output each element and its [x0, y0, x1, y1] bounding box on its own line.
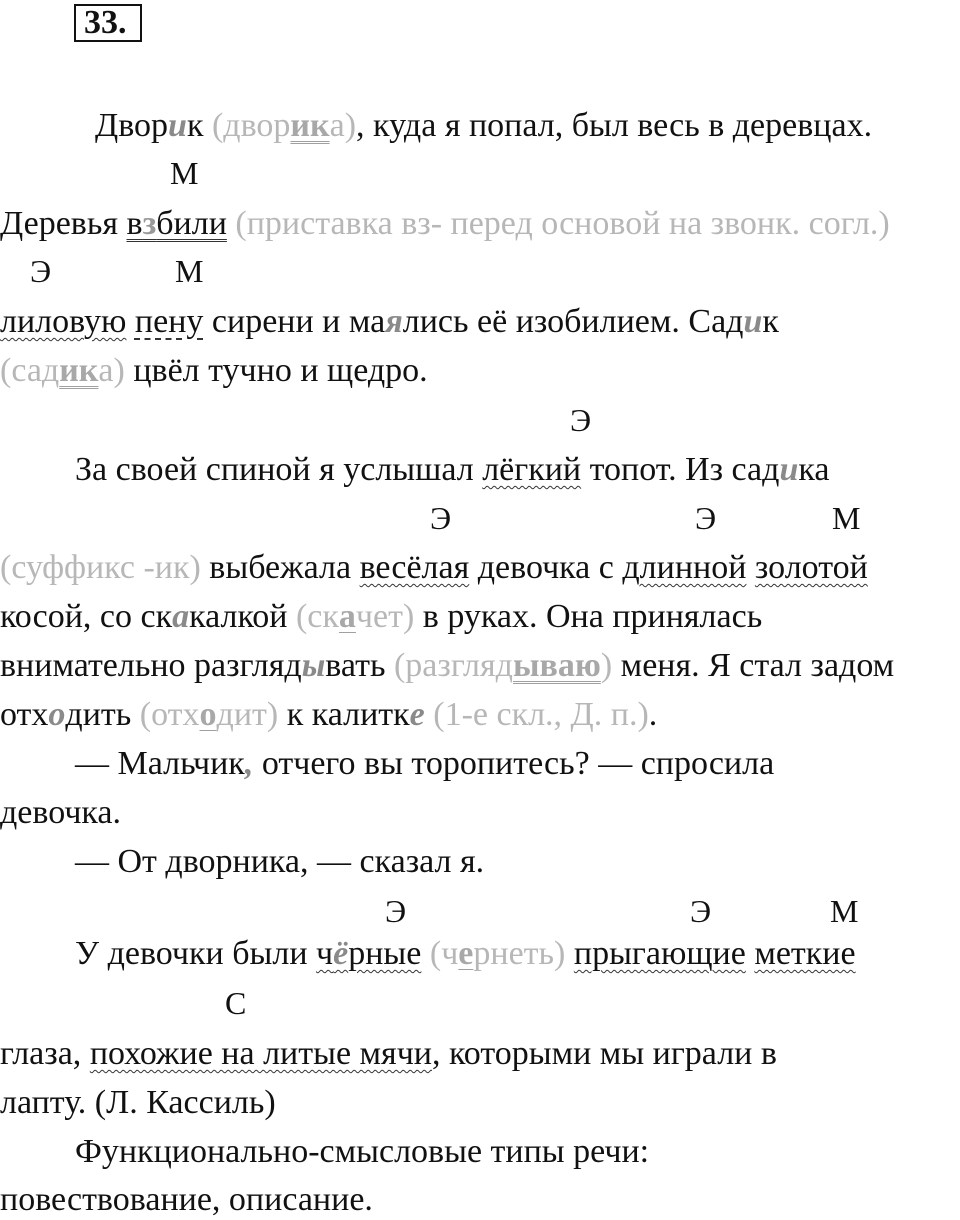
text-line-6: [0, 548, 868, 588]
mark-epithet: Э: [690, 893, 712, 929]
text: в руках. Она принялась: [414, 598, 763, 635]
text: сирени и ма: [203, 303, 386, 340]
text-line-3: [0, 302, 779, 342]
hint-text: (ск: [295, 598, 339, 635]
hint-text: (1-е скл., Д. п.): [424, 696, 649, 733]
hint-text: ): [600, 647, 613, 684]
mark-epithet: Э: [430, 500, 452, 536]
mark-epithet: Э: [385, 893, 407, 929]
text: .: [648, 696, 658, 733]
text: лись её изобилием. Сад: [402, 303, 744, 340]
text-line-4: [0, 351, 428, 391]
exercise-number: 33.: [74, 4, 142, 42]
text: отх: [0, 696, 49, 733]
text-line-13: [75, 934, 856, 974]
orthogram-letter: и: [743, 303, 763, 340]
hint-text: а): [98, 352, 125, 389]
text: косой, со ск: [0, 598, 173, 635]
text: меня. Я стал задом: [612, 647, 895, 684]
hint-text: рнеть): [473, 935, 566, 972]
text-line-10: [75, 744, 774, 784]
text: отчего вы торопитесь? — спросила: [253, 745, 775, 782]
hint-text: (сад: [0, 352, 60, 389]
modifier: длинной: [622, 549, 747, 586]
orthogram-letter: ё: [333, 935, 349, 972]
text: Деревья: [0, 205, 127, 242]
text-line-8: [0, 646, 894, 686]
orthogram-letter: о: [48, 696, 66, 733]
mark-metaphor: М: [170, 155, 199, 191]
hint-suffix: ываю: [512, 647, 601, 684]
text: [126, 303, 135, 340]
text-line-5: [75, 450, 829, 490]
modifier: лиловую: [0, 303, 127, 340]
hint-text: (разгляд: [393, 647, 513, 684]
text: к: [186, 107, 212, 144]
mark-epithet: Э: [570, 402, 592, 438]
object: пену: [134, 303, 204, 340]
mark-simile: С: [225, 985, 247, 1021]
text: лапту. (Л. Кассиль): [0, 1084, 276, 1121]
orthogram-letter: и: [168, 107, 187, 144]
text: дить: [65, 696, 140, 733]
text: цвёл тучно и щедро.: [124, 352, 428, 389]
text: выбежала: [200, 549, 360, 586]
modifier-phrase: похожие на литые мячи: [89, 1035, 432, 1072]
text-line-14: [0, 1034, 777, 1074]
hint-letter: а: [338, 598, 356, 635]
text: , которыми мы играли в: [432, 1035, 777, 1072]
mark-epithet: Э: [30, 253, 52, 289]
text: повествование, описание.: [0, 1181, 373, 1218]
text: калкой: [189, 598, 296, 635]
text-line-12: [75, 842, 484, 882]
modifier: весёлая: [359, 549, 470, 586]
mark-metaphor: М: [832, 500, 861, 536]
text-line-2: [0, 204, 890, 244]
text: вать: [325, 647, 394, 684]
predicate: били: [156, 205, 227, 242]
orthogram-letter: е: [409, 696, 425, 733]
text: ка: [798, 451, 830, 488]
modifier: лёгкий: [482, 451, 582, 488]
text: , куда я попал, был весь в деревцах.: [356, 107, 873, 144]
hint-text: дит): [216, 696, 279, 733]
text-line-15: [0, 1083, 276, 1123]
text-line-9: [0, 695, 657, 735]
text-line-7: [0, 597, 762, 637]
hint-text: (двор: [211, 107, 291, 144]
text: У девочки были: [75, 935, 317, 972]
orthogram-letter: и: [779, 451, 799, 488]
text: — Мальчик: [75, 745, 245, 782]
modifier: прыгающие: [573, 935, 746, 972]
text-line-11: [0, 793, 121, 833]
hint-letter: е: [458, 935, 474, 972]
text-line-16: [75, 1132, 649, 1172]
orthogram-letter: я: [385, 303, 403, 340]
text: к калитк: [278, 696, 410, 733]
modifier: золотой: [754, 549, 868, 586]
predicate: в: [126, 205, 143, 242]
hint-suffix: ик: [290, 107, 330, 144]
hint-suffix: ик: [59, 352, 99, 389]
modifier: меткие: [754, 935, 856, 972]
text: топот. Из сад: [581, 451, 780, 488]
hint-text: (приставка вз- перед основой на звонк. согл.): [226, 205, 890, 242]
text-line-1: [95, 106, 872, 146]
orthogram-letter: а: [172, 598, 190, 635]
text: [746, 549, 755, 586]
text: За своей спиной я услышал: [75, 451, 483, 488]
hint-text: а): [329, 107, 357, 144]
text: Функционально-смысловые типы речи:: [75, 1133, 650, 1170]
orthogram-punctuation: ,: [244, 745, 254, 782]
mark-metaphor: М: [830, 893, 859, 929]
text: — От дворника, — сказал я.: [75, 843, 485, 880]
mark-epithet: Э: [695, 500, 717, 536]
modifier: рные: [348, 935, 422, 972]
text: [565, 935, 574, 972]
orthogram-letter: ы: [301, 647, 326, 684]
hint-text: (суффикс -ик): [0, 549, 201, 586]
text: к: [762, 303, 779, 340]
mark-metaphor: М: [175, 253, 204, 289]
text: девочка.: [0, 794, 122, 831]
text: девочка с: [469, 549, 623, 586]
hint-letter: о: [199, 696, 217, 733]
text-line-17: [0, 1180, 373, 1220]
hint-text: чет): [355, 598, 415, 635]
modifier: ч: [316, 935, 334, 972]
hint-text: (отх: [139, 696, 200, 733]
orthogram-letter: з: [142, 205, 157, 242]
text: глаза,: [0, 1035, 90, 1072]
hint-text: (ч: [421, 935, 459, 972]
text: Двор: [95, 107, 169, 144]
text: внимательно разгляд: [0, 647, 302, 684]
